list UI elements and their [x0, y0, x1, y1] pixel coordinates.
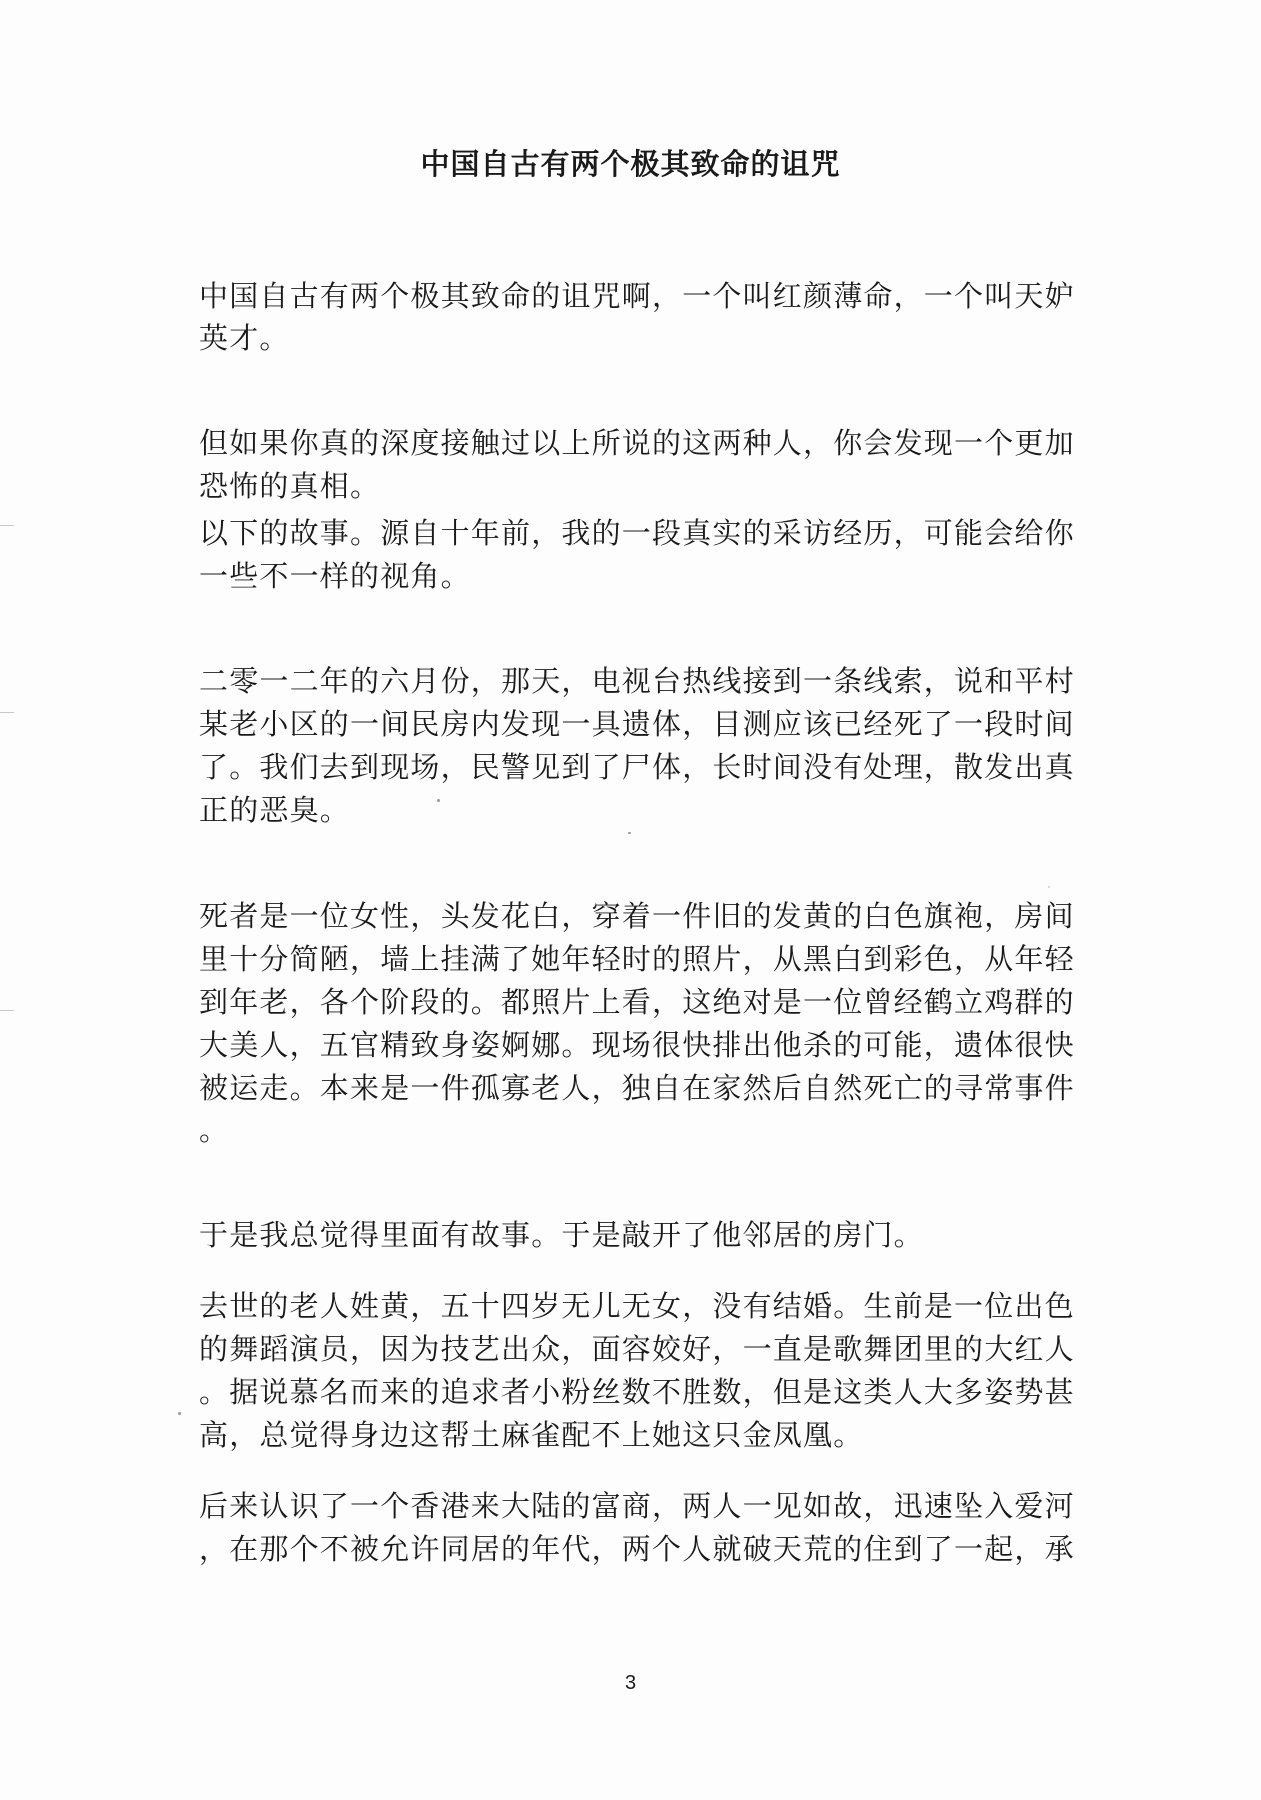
document-title: 中国自古有两个极其致命的诅咒: [420, 147, 841, 181]
text-line: 的舞蹈演员，因为技艺出众，面容姣好，一直是歌舞团里的大红人: [199, 1332, 1075, 1366]
text-line: 。据说慕名而来的追求者小粉丝数不胜数，但是这类人大多姿势甚: [199, 1375, 1075, 1409]
scan-speck: [1048, 886, 1050, 888]
text-line: 以下的故事。源自十年前，我的一段真实的采访经历，可能会给你: [199, 516, 1075, 550]
text-line: 里十分简陋，墙上挂满了她年轻时的照片，从黑白到彩色，从年轻: [199, 942, 1075, 976]
scan-edge-mark: [0, 1010, 14, 1011]
text-line: 死者是一位女性，头发花白，穿着一件旧的发黄的白色旗袍，房间: [199, 899, 1075, 933]
text-line: 了。我们去到现场，民警见到了尸体，长时间没有处理，散发出真: [199, 750, 1075, 784]
text-line: 某老小区的一间民房内发现一具遗体，目测应该已经死了一段时间: [199, 707, 1075, 741]
text-line: 被运走。本来是一件孤寡老人，独自在家然后自然死亡的寻常事件: [199, 1071, 1075, 1105]
text-line: 英才。: [199, 321, 290, 355]
text-line: 一些不一样的视角。: [199, 559, 471, 593]
text-line: 二零一二年的六月份，那天，电视台热线接到一条线索，说和平村: [199, 664, 1075, 698]
scan-speck: [628, 832, 631, 834]
scan-speck: [178, 1412, 181, 1415]
text-line: 但如果你真的深度接触过以上所说的这两种人，你会发现一个更加: [199, 426, 1075, 460]
text-line: 高，总觉得身边这帮土麻雀配不上她这只金凤凰。: [199, 1418, 864, 1452]
text-line: 正的恶臭。: [199, 793, 351, 827]
text-line: 恐怖的真相。: [199, 469, 381, 503]
text-line: 去世的老人姓黄，五十四岁无儿无女，没有结婚。生前是一位出色: [199, 1289, 1075, 1323]
text-line: 大美人，五官精致身姿婀娜。现场很快排出他杀的可能，遗体很快: [199, 1028, 1075, 1062]
scan-edge-mark: [0, 525, 14, 526]
scan-edge-mark: [0, 712, 14, 713]
scan-speck: [437, 799, 440, 802]
text-line: 。: [199, 1113, 230, 1147]
text-line: 后来认识了一个香港来大陆的富商，两人一见如故，迅速坠入爱河: [199, 1489, 1075, 1523]
text-line: 到年老，各个阶段的。都照片上看，这绝对是一位曾经鹤立鸡群的: [199, 985, 1075, 1019]
text-line: ，在那个不被允许同居的年代，两个人就破天荒的住到了一起，承: [199, 1532, 1075, 1566]
page-number: 3: [624, 1672, 637, 1694]
text-line: 于是我总觉得里面有故事。于是敲开了他邻居的房门。: [199, 1218, 924, 1252]
text-line: 中国自古有两个极其致命的诅咒啊，一个叫红颜薄命，一个叫天妒: [199, 279, 1075, 313]
